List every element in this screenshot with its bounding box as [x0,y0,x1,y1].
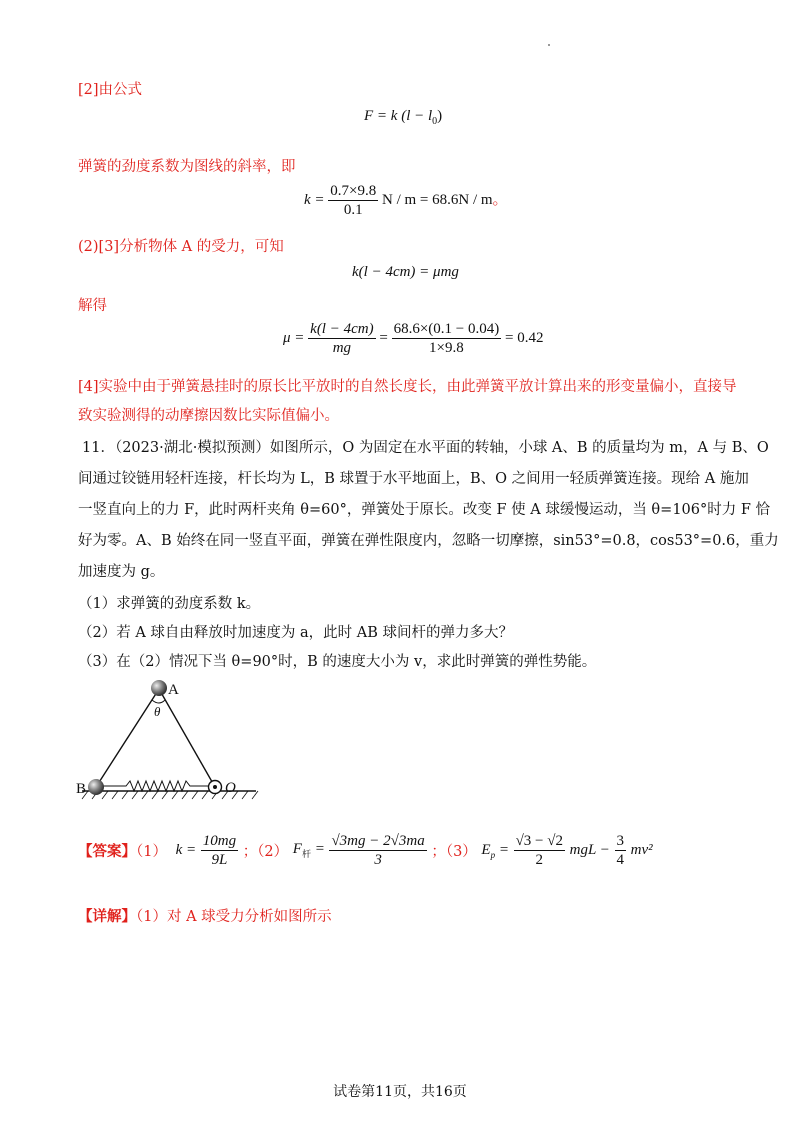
eq-mu-eq: = [379,329,388,346]
eq-mu-num1: k(l − 4cm) [310,321,374,337]
q11-line-1: 11．（2023·湖北·模拟预测）如图所示，O 为固定在水平面的转轴，小球 A、B 的质量均为 m，A 与 B、O [82,440,769,456]
label-theta: θ [154,704,161,719]
eq-mu-den1: mg [332,340,352,356]
eq-k-rhs: N / m = 68.6N / m [382,191,493,208]
eq-mu-num2: 68.6×(0.1 − 0.04) [393,321,500,337]
eq-k-lhs: k = [304,191,325,208]
q11-line-4: 好为零。A、B 始终在同一竖直平面，弹簧在弹性限度内，忽略一切摩擦，sin53°=0.8，cos53°=0.6，重力 [78,533,779,549]
eq-mu-frac1 [308,320,375,357]
answer-e-tail: mv² [630,842,653,858]
step-4-line-2: 致实验测得的动摩擦因数比实际值偏小。 [78,408,339,424]
label-o: O [225,780,236,796]
angle-arc [152,700,165,703]
ball-b [88,779,104,795]
answer-e-mid: mgL − [569,842,610,858]
answer-row [78,832,653,869]
answer-k-fraction [201,832,238,869]
answer-e-fraction-1 [514,832,565,869]
eq-hooke-main: F = k (l − l [364,108,433,124]
answer-f-num: √3mg − 2√3ma [331,833,425,849]
spring-icon [103,781,208,791]
eq-mu-den2: 1×9.8 [429,340,464,356]
eq-mu-result: = 0.42 [504,329,544,346]
eq-k-num: 0.7×9.8 [330,183,377,199]
rod-ao [159,689,215,787]
answer-k-num: 10mg [202,833,237,849]
answer-k-den: 9L [211,852,228,868]
corner-dot [548,44,550,46]
answer-k-lhs: k = [175,842,197,858]
eq-k-den: 0.1 [343,202,363,218]
equation-k-value [304,182,508,219]
eq-mu-lhs: μ = [283,329,305,346]
step-2-label: [2]由公式 [78,82,143,98]
eq-k-fraction [328,182,378,219]
slope-label: 弹簧的劲度系数为图线的斜率，即 [78,159,296,175]
answer-f-den: 3 [374,852,382,868]
q11-sub-3: （3）在（2）情况下当 θ=90°时，B 的速度大小为 v，求此时弹簧的弹性势能。 [78,654,597,670]
q11-line-5: 加速度为 g。 [78,564,165,580]
answer-e-den1: 2 [535,852,544,868]
detail-tag: 【详解】 [78,908,136,925]
answer-part-2: ；（2） [242,844,289,860]
eq-k-tail: 。 [492,191,508,208]
q11-line-3: 一竖直向上的力 F，此时两杆夹角 θ=60°，弹簧处于原长。改变 F 使 A 球缓慢运动，当 θ=106°时力 F 恰 [78,502,771,518]
equation-hooke [364,108,442,127]
eq-mu-frac2 [392,320,502,357]
answer-e-num1: √3 − √2 [515,833,564,849]
answer-f-fraction [329,832,426,869]
label-b: B [76,781,87,797]
answer-part-1: （1） [136,844,167,860]
q11-sub-2: （2）若 A 球自由释放时加速度为 a，此时 AB 球间杆的弹力多大？ [78,625,514,641]
page-footer: 试卷第11页，共16页 [333,1084,467,1100]
answer-f-lhs: $F_杆$ = [292,841,325,859]
detail-row [78,907,332,927]
answer-e-fraction-2 [615,832,627,869]
answer-e-num2: 3 [616,833,625,849]
pivot-o-center [213,785,217,789]
equation-mu [283,320,543,357]
eq-hooke-sub: 0 [432,116,438,127]
answer-e-den2: 4 [616,852,625,868]
ball-a [151,680,167,696]
q11-sub-1: （1）求弹簧的劲度系数 k。 [78,596,261,612]
equation-force-balance: k(l − 4cm) = μmg [352,264,459,280]
detail-text: （1）对 A 球受力分析如图所示 [136,909,332,925]
step-3-label: (2)[3]分析物体 A 的受力，可知 [78,239,284,255]
eq-hooke-close: ) [437,108,443,124]
label-a: A [168,682,179,698]
mechanism-figure [70,672,270,808]
q11-line-2: 间通过铰链用轻杆连接，杆长均为 L，B 球置于水平地面上，B、O 之间用一轻质弹簧连接。现给 A 施加 [78,471,749,487]
answer-e-lhs: $E_p$ = [481,841,509,860]
rod-ab [96,689,159,787]
step-4-line-1: [4]实验中由于弹簧悬挂时的原长比平放时的自然长度长，由此弹簧平放计算出来的形变量偏小，直接导 [78,379,737,395]
solve-label: 解得 [78,298,107,314]
answer-tag: 【答案】 [78,843,136,860]
answer-part-3: ；（3） [431,844,477,860]
